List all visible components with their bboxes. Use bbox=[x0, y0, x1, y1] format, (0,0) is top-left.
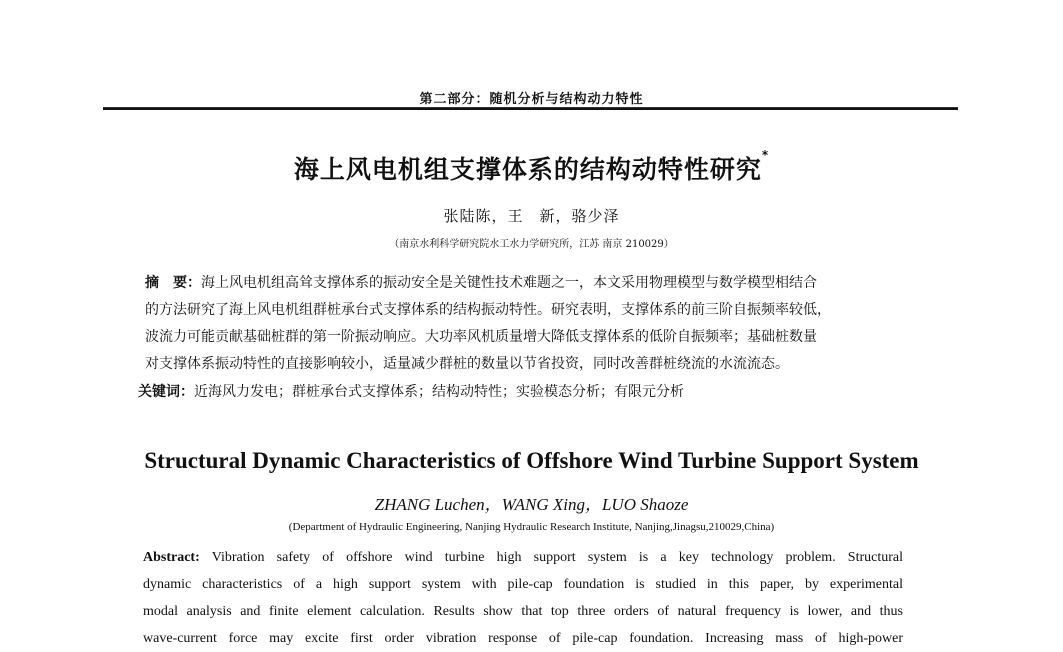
abstract-en bbox=[143, 544, 903, 652]
abstract-en-line-2: dynamic characteristics of a high support system with pile-cap foundation is studied in this paper, by experimental bbox=[143, 577, 903, 592]
abstract-cn-line-4: 对支撑体系振动特性的直接影响较小，适量减少群桩的数量以节省投资，同时改善群桩绕流的水流流态。 bbox=[145, 356, 789, 372]
abstract-en-line-4: wave-current force may excite first order vibration response of pile-cap foundation. Increasing mass of high-power bbox=[143, 631, 903, 646]
keywords-cn-label: 关键词： bbox=[138, 384, 194, 400]
abstract-cn-line-2: 的方法研究了海上风电机组群桩承台式支撑体系的结构振动特性。研究表明，支撑体系的前三阶自振频率较低， bbox=[145, 302, 831, 318]
abstract-cn-line-3: 波流力可能贡献基础桩群的第一阶振动响应。大功率风机质量增大降低支撑体系的低阶自振频率；基础桩数量 bbox=[145, 329, 817, 345]
keywords-cn-text: 近海风力发电；群桩承台式支撑体系；结构动特性；实验模态分析；有限元分析 bbox=[194, 384, 684, 400]
abstract-en-line-3: modal analysis and finite element calculation. Results show that top three orders of natural frequency is lower, and thus bbox=[143, 604, 903, 619]
paper-title-en: Structural Dynamic Characteristics of Offshore Wind Turbine Support System bbox=[144, 448, 919, 473]
header-rule-thick bbox=[103, 108, 958, 110]
abstract-en-line-1-text: Vibration safety of offshore wind turbine high support system is a key technology problem. Structural bbox=[211, 550, 904, 565]
paper-title-cn bbox=[0, 150, 1063, 186]
abstract-cn bbox=[145, 270, 915, 378]
keywords-cn bbox=[138, 379, 918, 406]
affiliation-en: (Department of Hydraulic Engineering, Nanjing Hydraulic Research Institute, Nanjing,Jinagsu,210029,China) bbox=[288, 521, 775, 533]
abstract-en-label: Abstract: bbox=[143, 550, 200, 565]
abstract-cn-line-1-text: 海上风电机组高耸支撑体系的振动安全是关键性技术难题之一，本文采用物理模型与数学模型相结合 bbox=[201, 275, 817, 291]
affiliation-cn: （南京水利科学研究院水工水力学研究所，江苏 南京 210029） bbox=[389, 239, 674, 250]
running-header: 第二部分：随机分析与结构动力特性 bbox=[419, 92, 644, 107]
abstract-cn-line-1 bbox=[145, 270, 915, 297]
paper-title-cn-text: 海上风电机组支撑体系的结构动特性研究 bbox=[293, 155, 762, 184]
authors-cn: 张陆陈，王 新，骆少泽 bbox=[443, 207, 620, 225]
authors-en: ZHANG Luchen，WANG Xing，LUO Shaoze bbox=[374, 495, 689, 514]
abstract-en-line-1 bbox=[143, 544, 903, 571]
title-footnote-mark: * bbox=[761, 148, 770, 162]
abstract-cn-label: 摘 要： bbox=[145, 275, 201, 291]
